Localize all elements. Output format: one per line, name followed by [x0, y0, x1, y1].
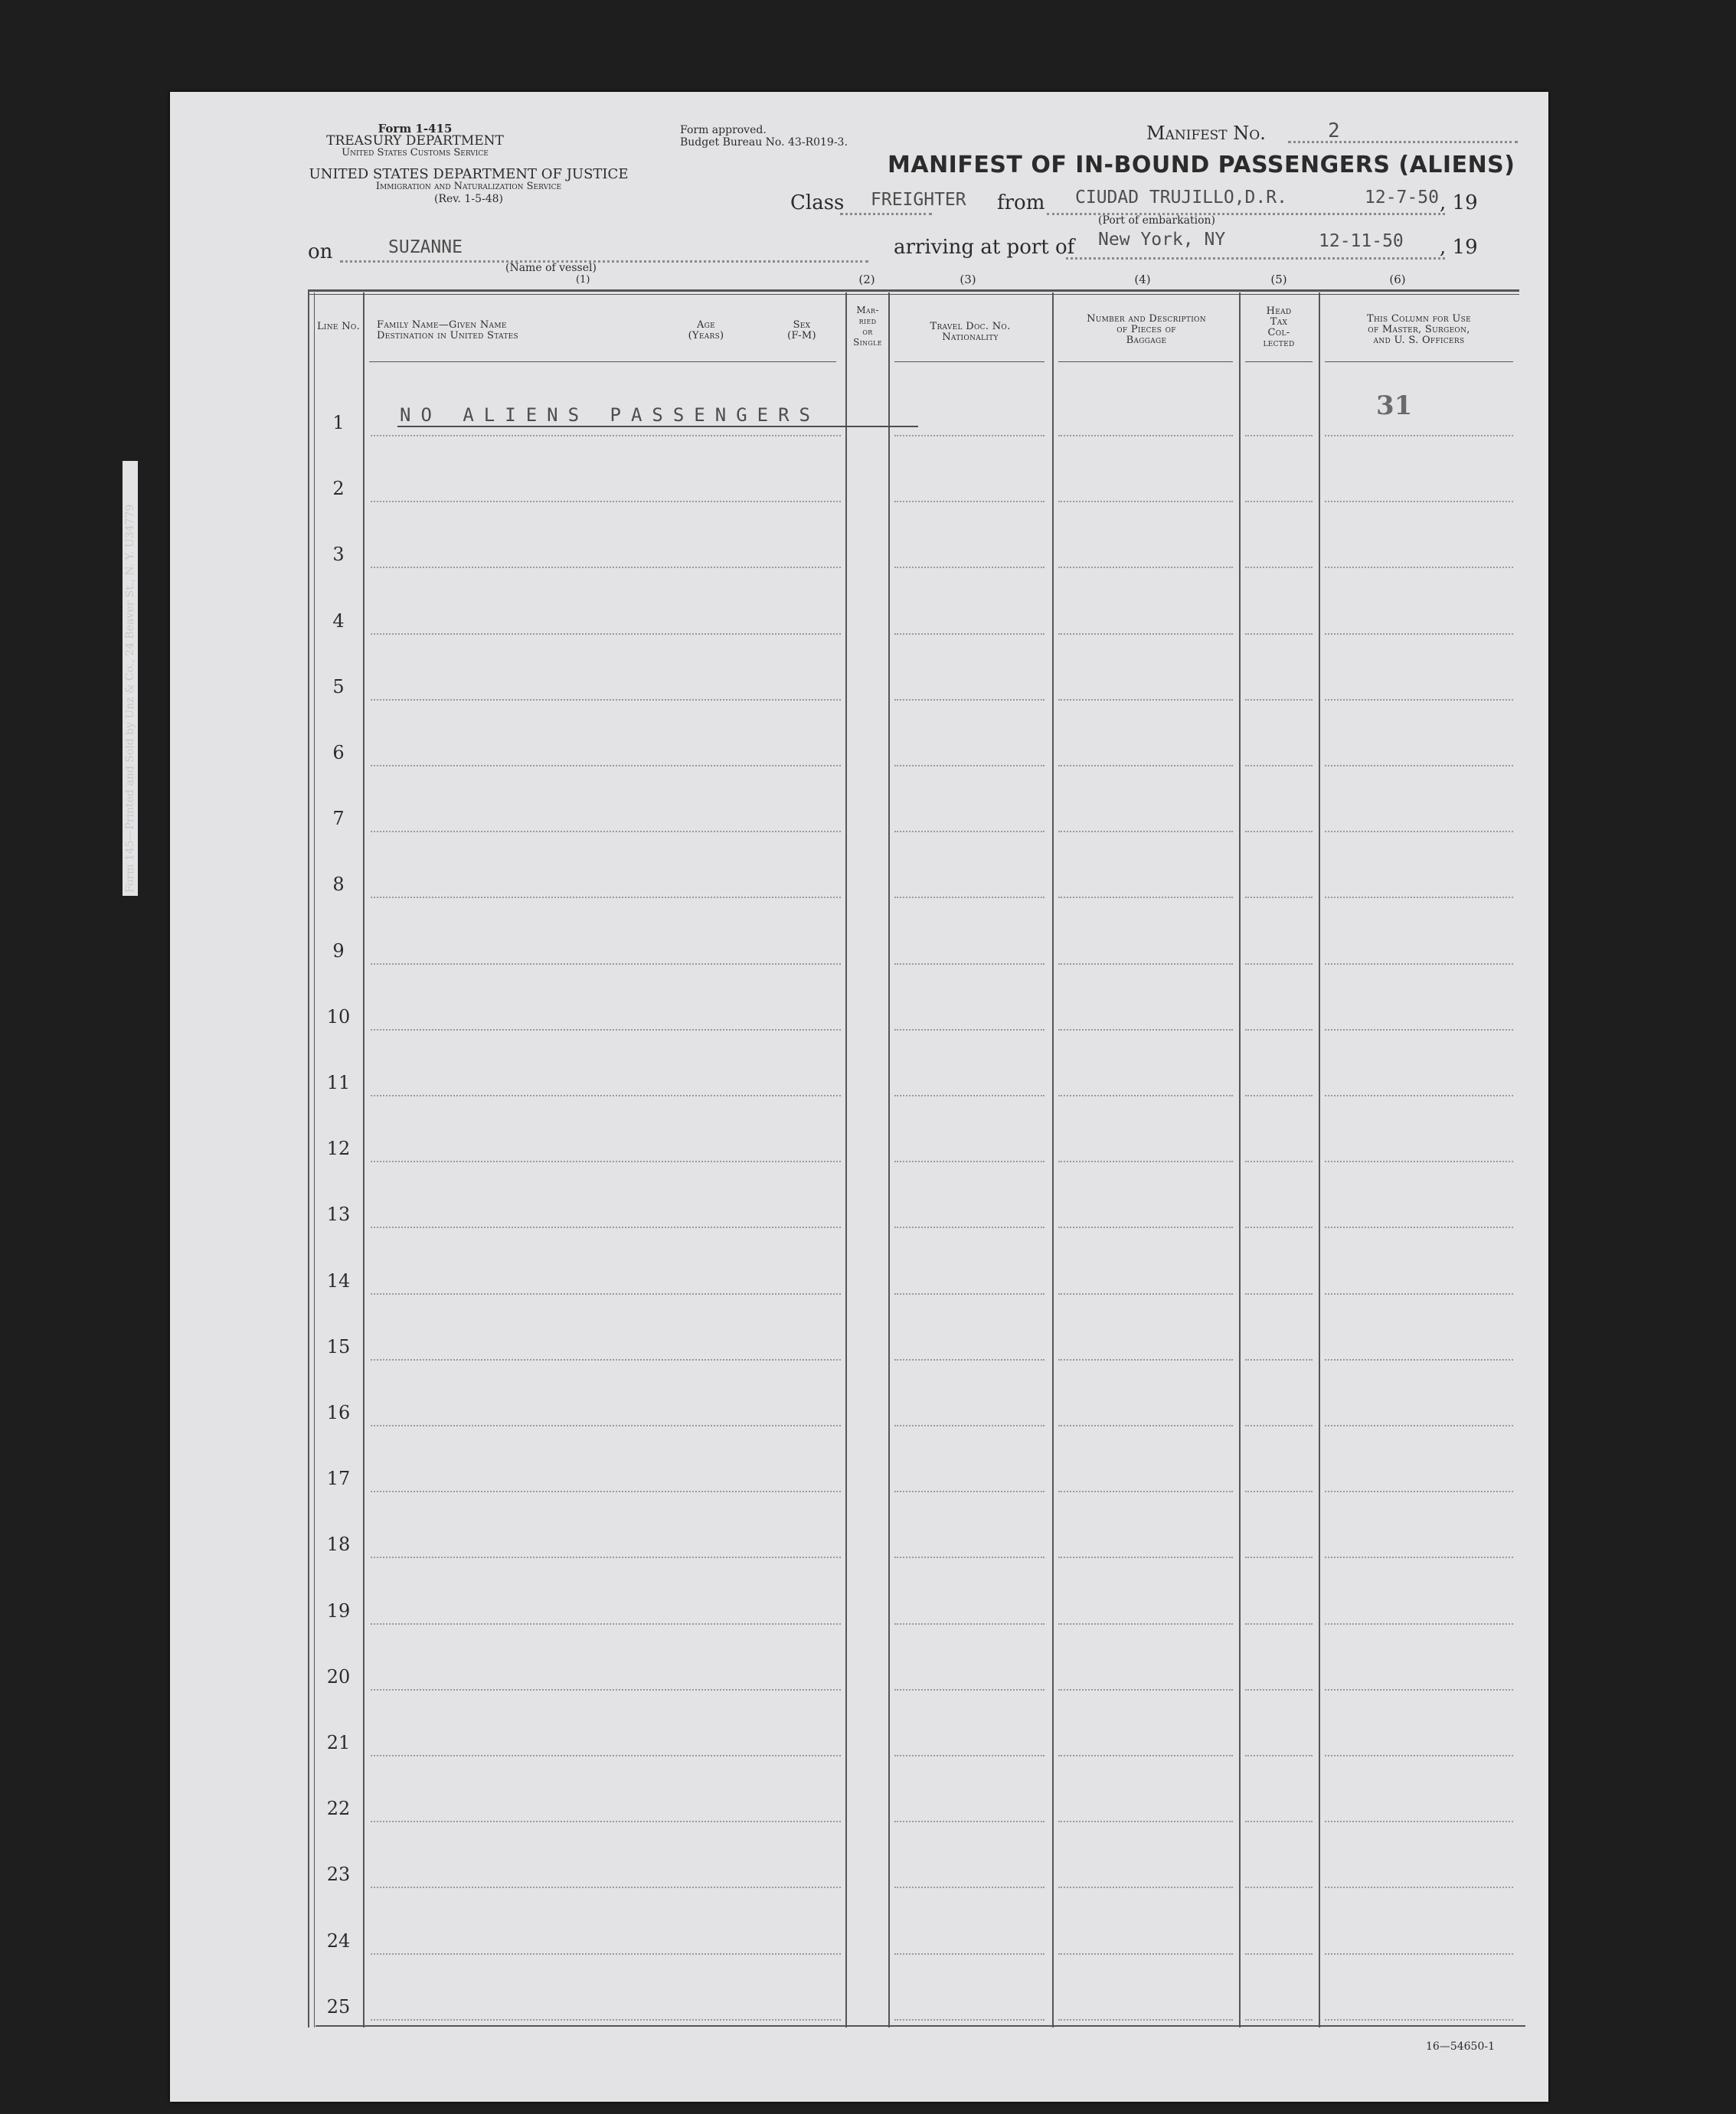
footer-code: 16—54650-1 [1426, 2040, 1495, 2053]
row-dotted-line [894, 1953, 1045, 1955]
header-underline-name [369, 361, 836, 362]
row-dotted-line [1325, 1161, 1513, 1162]
row-dotted-line [1245, 633, 1313, 635]
row-dotted-line [1058, 1293, 1233, 1295]
line-number: 7 [332, 808, 345, 830]
line-number: 3 [332, 544, 345, 566]
row-dotted-line [371, 1953, 841, 1955]
row-dotted-line [1245, 1953, 1313, 1955]
row-dotted-line [1058, 567, 1233, 568]
row-dotted-line [894, 897, 1045, 898]
row-dotted-line [371, 1623, 841, 1625]
colnum-2: (2) [858, 273, 875, 286]
row-dotted-line [371, 567, 841, 568]
header-underline-travel [894, 361, 1045, 362]
header-married-3: or [862, 326, 873, 337]
header-use-3: and U. S. Officers [1373, 335, 1465, 346]
line-number: 6 [332, 742, 345, 763]
row-dotted-line [1058, 1161, 1233, 1162]
row-dotted-line [894, 633, 1045, 635]
row-dotted-line [1058, 831, 1233, 832]
row-dotted-line [1058, 2019, 1233, 2021]
port-caption: (Port of embarkation) [1098, 214, 1215, 227]
customs-service: United States Customs Service [342, 147, 489, 158]
form-title: MANIFEST OF IN-BOUND PASSENGERS (ALIENS) [888, 152, 1515, 178]
header-line-no: Line No. [316, 321, 361, 332]
col-divider-line [308, 289, 309, 2027]
row-dotted-line [1058, 435, 1233, 436]
line-number: 2 [332, 478, 345, 500]
col-divider-line-b [314, 292, 315, 2027]
row-dotted-line [1245, 1029, 1313, 1031]
row-dotted-line [1245, 1689, 1313, 1691]
arriving-label: arriving at port of [894, 236, 1075, 259]
row-dotted-line [371, 765, 841, 766]
row-dotted-line [371, 1821, 841, 1822]
row1-underline [397, 426, 918, 427]
arrival-date: 12-11-50 [1319, 231, 1404, 251]
header-age-label: Age [696, 319, 716, 331]
header-underline-use [1325, 361, 1513, 362]
row-dotted-line [1245, 1095, 1313, 1096]
row-dotted-line [1325, 1755, 1513, 1756]
header-baggage-1: Number and Description [1087, 313, 1206, 325]
line-number: 5 [332, 675, 345, 698]
arrival-dots [1066, 257, 1445, 260]
header-head-tax [1241, 306, 1317, 349]
row-dotted-line [1058, 1689, 1233, 1691]
row-dotted-line [371, 1359, 841, 1361]
header-tax-3: Col- [1267, 327, 1290, 338]
form-number: Form 1-415 [378, 122, 453, 136]
justice-dept: UNITED STATES DEPARTMENT OF JUSTICE [309, 166, 629, 182]
line-number: 22 [326, 1798, 351, 1820]
row-dotted-line [1058, 1029, 1233, 1031]
header-sex [775, 320, 829, 341]
row-dotted-line [894, 831, 1045, 832]
budget-bureau: Budget Bureau No. 43-R019-3. [680, 136, 848, 149]
row-dotted-line [1325, 1095, 1513, 1096]
row-dotted-line [1245, 831, 1313, 832]
row-dotted-line [1245, 435, 1313, 436]
row-dotted-line [1325, 1359, 1513, 1361]
row-dotted-line [894, 1293, 1045, 1295]
header-married-4: Single [853, 337, 882, 348]
embarkation-date: 12-7-50 [1365, 188, 1439, 207]
header-married [847, 305, 888, 348]
manifest-form [170, 92, 1548, 2102]
line-number: 25 [326, 1995, 351, 2018]
row-dotted-line [1325, 1425, 1513, 1426]
header-tax-2: Tax [1270, 316, 1288, 328]
header-sex-label: Sex [793, 319, 811, 331]
row-dotted-line [371, 1425, 841, 1426]
line-number: 11 [326, 1072, 351, 1093]
line-number: 10 [326, 1005, 351, 1028]
row-dotted-line [1245, 1821, 1313, 1822]
header-age-sub: (Years) [688, 330, 724, 341]
row-dotted-line [1245, 765, 1313, 766]
table-top-rule [308, 289, 1519, 292]
row-dotted-line [371, 897, 841, 898]
col-divider-travel [888, 292, 890, 2027]
vessel-dots [340, 260, 868, 263]
row-dotted-line [894, 1557, 1045, 1558]
row-dotted-line [894, 501, 1045, 502]
row-dotted-line [371, 699, 841, 701]
col-divider-use [1319, 292, 1320, 2027]
row-dotted-line [371, 1161, 841, 1162]
row-dotted-line [1245, 1161, 1313, 1162]
row-dotted-line [1325, 1887, 1513, 1888]
table-top-rule-2 [308, 294, 1519, 295]
year-suffix-2: , 19 [1440, 236, 1478, 259]
header-officers [1320, 314, 1518, 346]
from-label: from [997, 191, 1045, 214]
col-divider-baggage [1052, 292, 1054, 2027]
row-dotted-line [894, 1821, 1045, 1822]
manifest-no-label: Manifest No. [1146, 123, 1266, 144]
header-family-name: Family Name—Given Name [377, 319, 507, 331]
line-number: 17 [326, 1468, 351, 1490]
row-dotted-line [1058, 1425, 1233, 1426]
line-number: 19 [326, 1599, 351, 1622]
row-dotted-line [1245, 1623, 1313, 1625]
row-dotted-line [894, 1161, 1045, 1162]
line-number: 13 [326, 1204, 351, 1226]
row-dotted-line [371, 1491, 841, 1492]
row-dotted-line [1245, 501, 1313, 502]
line-number: 24 [326, 1929, 351, 1952]
line-number: 14 [326, 1269, 351, 1292]
row-dotted-line [1058, 1227, 1233, 1228]
line-number: 8 [332, 874, 345, 896]
row-dotted-line [371, 963, 841, 965]
header-baggage-3: Baggage [1126, 335, 1167, 346]
header-travel [890, 322, 1051, 343]
revision: (Rev. 1-5-48) [434, 193, 503, 205]
row-dotted-line [1058, 1821, 1233, 1822]
treasury-dept: TREASURY DEPARTMENT [326, 133, 504, 149]
line-number: 20 [326, 1665, 351, 1688]
row-dotted-line [1325, 1293, 1513, 1295]
row-dotted-line [894, 1887, 1045, 1888]
row-dotted-line [1325, 2019, 1513, 2021]
row-dotted-line [371, 1227, 841, 1228]
row-dotted-line [1058, 633, 1233, 635]
line-number: 1 [332, 412, 345, 433]
row-dotted-line [894, 1755, 1045, 1756]
header-use-1: This Column for Use [1367, 313, 1471, 325]
header-age [675, 320, 737, 341]
row-dotted-line [894, 1623, 1045, 1625]
row-dotted-line [371, 1557, 841, 1558]
line-number: 12 [326, 1138, 351, 1160]
row-dotted-line [1325, 1623, 1513, 1625]
row-dotted-line [1325, 1557, 1513, 1558]
row-dotted-line [1245, 1293, 1313, 1295]
colnum-4: (4) [1134, 273, 1151, 286]
header-baggage-2: of Pieces of [1116, 324, 1176, 335]
header-destination: Destination in United States [377, 330, 518, 341]
row-dotted-line [1325, 1689, 1513, 1691]
row-dotted-line [894, 1689, 1045, 1691]
manifest-no-value: 2 [1328, 119, 1340, 142]
justice-block [300, 168, 637, 205]
class-dots [840, 213, 932, 215]
row-dotted-line [371, 435, 841, 436]
row-dotted-line [1245, 897, 1313, 898]
row-dotted-line [894, 567, 1045, 568]
row-dotted-line [1058, 1095, 1233, 1096]
header-tax-4: lected [1263, 338, 1295, 349]
row-dotted-line [1058, 897, 1233, 898]
row-dotted-line [1325, 567, 1513, 568]
line-number: 9 [332, 939, 345, 962]
row-dotted-line [1325, 501, 1513, 502]
row-dotted-line [1058, 699, 1233, 701]
arrival-port: New York, NY [1098, 230, 1226, 250]
header-use-2: of Master, Surgeon, [1368, 324, 1470, 335]
row-dotted-line [894, 1425, 1045, 1426]
row-dotted-line [1325, 897, 1513, 898]
year-suffix-1: , 19 [1440, 191, 1478, 214]
vessel-colnum: (1) [576, 274, 590, 286]
agency-block [300, 123, 530, 159]
row-dotted-line [1245, 1557, 1313, 1558]
row-dotted-line [1058, 765, 1233, 766]
on-label: on [308, 240, 333, 263]
row-dotted-line [1058, 963, 1233, 965]
row-dotted-line [894, 1359, 1045, 1361]
row-dotted-line [371, 1293, 841, 1295]
header-name [377, 320, 606, 341]
row-dotted-line [1058, 1359, 1233, 1361]
side-printer-imprint: Form 145—Printed and Sold by Unz & Co., 24 Beaver St., N. Y. U34779 [123, 461, 138, 896]
row-dotted-line [1058, 1623, 1233, 1625]
row-dotted-line [1325, 1227, 1513, 1228]
row-dotted-line [1325, 699, 1513, 701]
row-dotted-line [1058, 1557, 1233, 1558]
header-married-1: Mar- [856, 305, 879, 315]
ins-service: Immigration and Naturalization Service [375, 181, 562, 192]
class-label: Class [790, 191, 845, 214]
line-number: 4 [332, 609, 345, 632]
line-number: 15 [326, 1335, 351, 1358]
line-number: 16 [326, 1402, 351, 1423]
header-underline-baggage [1058, 361, 1233, 362]
row-dotted-line [1325, 963, 1513, 965]
row-dotted-line [1245, 1359, 1313, 1361]
row-dotted-line [371, 1029, 841, 1031]
vessel-name: SUZANNE [388, 237, 463, 257]
row-dotted-line [371, 831, 841, 832]
row-dotted-line [1325, 633, 1513, 635]
col-divider-married [845, 292, 847, 2027]
row-dotted-line [1058, 1755, 1233, 1756]
header-baggage [1054, 314, 1239, 346]
row-dotted-line [1325, 1821, 1513, 1822]
header-underline-tax [1245, 361, 1313, 362]
row-dotted-line [1325, 1029, 1513, 1031]
row-dotted-line [1058, 1887, 1233, 1888]
row-dotted-line [1245, 1227, 1313, 1228]
header-married-2: ried [858, 315, 877, 326]
colnum-3: (3) [960, 273, 976, 286]
line-number: 21 [326, 1732, 351, 1753]
row-dotted-line [371, 1095, 841, 1096]
row-dotted-line [1325, 1953, 1513, 1955]
row-dotted-line [1325, 765, 1513, 766]
row-dotted-line [1245, 1755, 1313, 1756]
row-dotted-line [1245, 1491, 1313, 1492]
row-dotted-line [894, 1029, 1045, 1031]
row-dotted-line [1245, 1425, 1313, 1426]
row-dotted-line [894, 765, 1045, 766]
header-nationality: Nationality [942, 332, 999, 343]
row-dotted-line [894, 1095, 1045, 1096]
col-divider-name [363, 292, 365, 2027]
row-dotted-line [894, 1491, 1045, 1492]
header-sex-sub: (F-M) [787, 330, 816, 341]
row-dotted-line [1058, 1953, 1233, 1955]
row-dotted-line [1325, 435, 1513, 436]
officer-mark: 31 [1376, 390, 1413, 421]
embarkation-port: CIUDAD TRUJILLO,D.R. [1075, 188, 1287, 207]
row-dotted-line [1325, 1491, 1513, 1492]
form-approved: Form approved. [680, 124, 767, 136]
row-dotted-line [371, 633, 841, 635]
row-dotted-line [371, 1755, 841, 1756]
row-dotted-line [894, 963, 1045, 965]
line-number: 23 [326, 1864, 351, 1886]
row-dotted-line [894, 2019, 1045, 2021]
row-dotted-line [894, 435, 1045, 436]
line-number: 18 [326, 1534, 351, 1556]
row-dotted-line [1245, 2019, 1313, 2021]
row-dotted-line [894, 699, 1045, 701]
row-dotted-line [1245, 567, 1313, 568]
row1-entry: NO ALIENS PASSENGERS [400, 404, 820, 426]
colnum-6: (6) [1389, 273, 1406, 286]
row-dotted-line [1325, 831, 1513, 832]
row-dotted-line [1058, 501, 1233, 502]
vessel-caption: (Name of vessel) [505, 262, 597, 274]
row-dotted-line [371, 501, 841, 502]
row-dotted-line [371, 2019, 841, 2021]
approval-block [680, 124, 848, 149]
row-dotted-line [1245, 1887, 1313, 1888]
row-dotted-line [371, 1887, 841, 1888]
table-bottom-rule [315, 2025, 1525, 2027]
manifest-no-dots [1288, 141, 1518, 143]
header-travel-doc: Travel Doc. No. [930, 321, 1011, 332]
row-dotted-line [1245, 699, 1313, 701]
row-dotted-line [1245, 963, 1313, 965]
row-dotted-line [894, 1227, 1045, 1228]
row-dotted-line [1058, 1491, 1233, 1492]
colnum-5: (5) [1270, 273, 1287, 286]
header-tax-1: Head [1266, 306, 1292, 317]
col-divider-tax [1239, 292, 1241, 2027]
row-dotted-line [371, 1689, 841, 1691]
class-value: FREIGHTER [871, 190, 966, 210]
